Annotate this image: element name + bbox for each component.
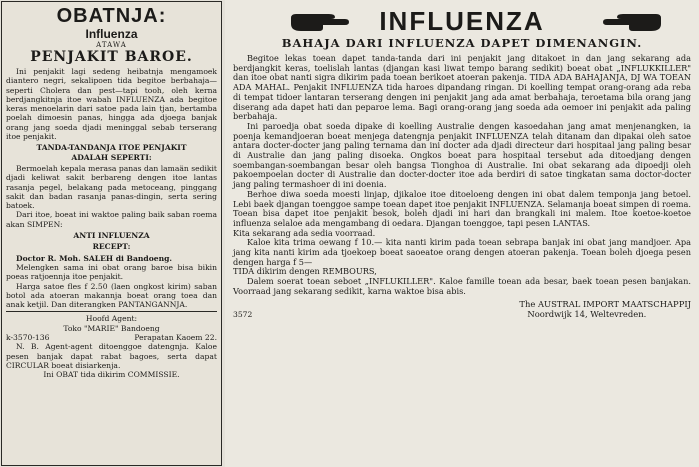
right-paragraph-1: Begitoe lekas toean dapet tanda-tanda dari ini penjakit jang ditakoet in dan jang sekarang ada berdjangkit keras, toelislah lantas (djangan kasi liwat tempo barang sedikit) boeat obat „INFLUKKILLER" dan itoe obat nanti sigra dikirim pada toean berikoet atoeran pakenja. TIDA ADA BAHAJANJA, DJ WA TOEAN ADA MAHAL. Penjakit INFLUENZA tida haroes dipandang ringan. Di koelling tempat orang-orang ada reba di tempat tidoer lantaran terserang dengen ini penjakit jang ada amat berbahaja, teroetama bila orang jang diserang ada dapet hati dan peparoe lema. Bagi orang-orang jang soeda ada oemoer ini penjakit ada paling berbahaja. <box>233 53 691 122</box>
left-closing: Ini OBAT tida dikirim COMMISSIE. <box>43 370 180 380</box>
left-anti-influenza: ANTI INFLUENZA <box>73 231 150 241</box>
left-advertisement <box>1 1 222 466</box>
right-paragraph-2: Ini paroedja obat soeda dipake di koelling Australie dengen kasoedahan jang amat menjenangken, ia poenja kemandjoeran boeat menjega datengnja penjakit INFLUENZA telah ditanam dan dipakai oleh satoe antara docter-docter jang paling ternama dan ini docter ada djadi directeur dari hospitaal jang paling besar di Australie dan jang paling disoeka. Ongkos boeat para hospitaal tersebut ada ditoedjang dengen soembangan-soembangan besar oleh bangsa Tionghoa di Australie. Ini obat sekarang ada dipoedji oleh pakoempoelan docter di Australie dan docter-docter itoe ada berdiri di satoe tingkatan sama doctor-docter jang paling termashoer di ini doenia. <box>233 120 691 190</box>
left-agent-name: Toko "MARIE" Bandoeng <box>63 323 160 333</box>
right-header <box>233 6 691 36</box>
left-signs: Bermoelah kepala merasa panas dan lamaän sedikit djadi keliwat sakit berbareng dengen itoe lantas rasanja pegel, belakang pada metoceang, pinggang sakit dan badan rasanja panas-dingin, serta sering batoek. <box>6 163 217 211</box>
left-signs-2: Dari itoe, boeat ini waktoe paling baik saban roema akan SIMPEN: <box>6 210 217 229</box>
left-subtitle: Influenza <box>85 27 138 41</box>
right-paragraph-3-end: Kita sekarang ada sedia voorraad. <box>233 227 376 238</box>
signature-block <box>519 299 691 319</box>
left-recept: RECEPT: <box>92 242 131 252</box>
left-intro: Ini penjakit lagi sedeng heibatnja mengamoek diantero negri, sekalipoen tida begitoe berbahaja—seperti Cholera dan pest—tapi tooh, oleh kerna berdjangkitnja itoe wabah INFLUENZA ada begitoe keras menoelarin dari satoe pada lain tjan, bertamba poelah dimoesin panas, hingga ada djoega banjak orang jang soeda djadi meninggal sebab terserang itoe penjakit. <box>6 67 217 142</box>
left-divider <box>6 311 217 312</box>
left-note: N. B. Agent-agent ditoenggoe datengnja. Kaloe pesen banjak dapat rabat bagoes, serta dapat CIRCULAR boeat disiarkenja. <box>6 342 217 370</box>
left-signs-heading: TANDA-TANDANJA ITOE PENJAKIT ADALAH SEPERTI: <box>36 143 187 162</box>
pointing-hand-right-icon <box>289 10 351 32</box>
signature-company: The AUSTRAL IMPORT MAATSCHAPPIJ <box>519 298 691 309</box>
left-main-title: PENJAKIT BAROE. <box>30 49 193 65</box>
left-usage: Melengken sama ini obat orang baroe bisa bikin poeas ratjoennja itoe penjakit. <box>6 262 217 282</box>
signature-address: Noordwijk 14, Weltevreden. <box>527 308 647 319</box>
right-subtitle: BAHAJA DARI INFLUENZA DAPET DIMENANGIN. <box>281 36 643 50</box>
right-paragraph-4: Kaloe kita trima oewang f 10.— kita nanti kirim pada toean sebrapa banjak ini obat jang mandjoer. Apa jang kita nanti kirim ada tjoekoep boeat saoeatoe orang dengen atoeran pakenja. Toean boleh djoega pesen dengen harga f 5— <box>233 237 691 267</box>
right-advertisement <box>225 0 699 467</box>
left-agent-phone: k-3570-136 <box>6 333 50 343</box>
right-footer <box>233 299 691 319</box>
right-paragraph-4-end: TIDA dikirim dengen REMBOURS, <box>233 266 377 277</box>
left-doctor: Doctor R. Moh. SALEH di Bandoeng. <box>16 253 173 263</box>
ad-number: 3572 <box>233 309 253 319</box>
right-title: INFLUENZA <box>379 6 545 36</box>
left-agent-row <box>6 333 217 342</box>
left-agent-address: Perapatan Kaoem 22. <box>134 333 217 343</box>
pointing-hand-left-icon <box>601 10 663 32</box>
right-paragraph-5: Dalem soerat toean seboet „INFLUKILLER". Kaloe famille toean ada besar, baek toean pesen banjakan. Voorraad jang sekarang sedikit, karna waktoe bisa abis. <box>233 276 691 296</box>
left-agent-heading: Hoofd Agent: <box>85 314 138 324</box>
right-paragraph-3: Berhoe diwa soeda moesti linjap, djikaloe itoe ditoeloeng dengen ini obat dalem temponja jang betoel. Lebi baek djangan toenggoe sampe toean dapet itoe penjakit INFLUENZA. Selamanja boeat simpen di roema. Toean bisa dapet itoe penjakit besok, boleh djadi ini hari dan brangkali ini malem. Itoe koetoe-koetoe influenza selaloe ada mengambang di oedara. Djangan toenggoe, tapi pesen LANTAS. <box>233 188 691 228</box>
left-price: Harga satoe fles f 2.50 (laen ongkost kirim) saban botol ada atoeran makannja boeat orang toea dan anak ketjil. Dan diterangken PANTANGANNJA. <box>6 281 217 310</box>
left-title: OBATNJA: <box>56 5 167 27</box>
left-atawa: ATAWA <box>96 41 127 49</box>
